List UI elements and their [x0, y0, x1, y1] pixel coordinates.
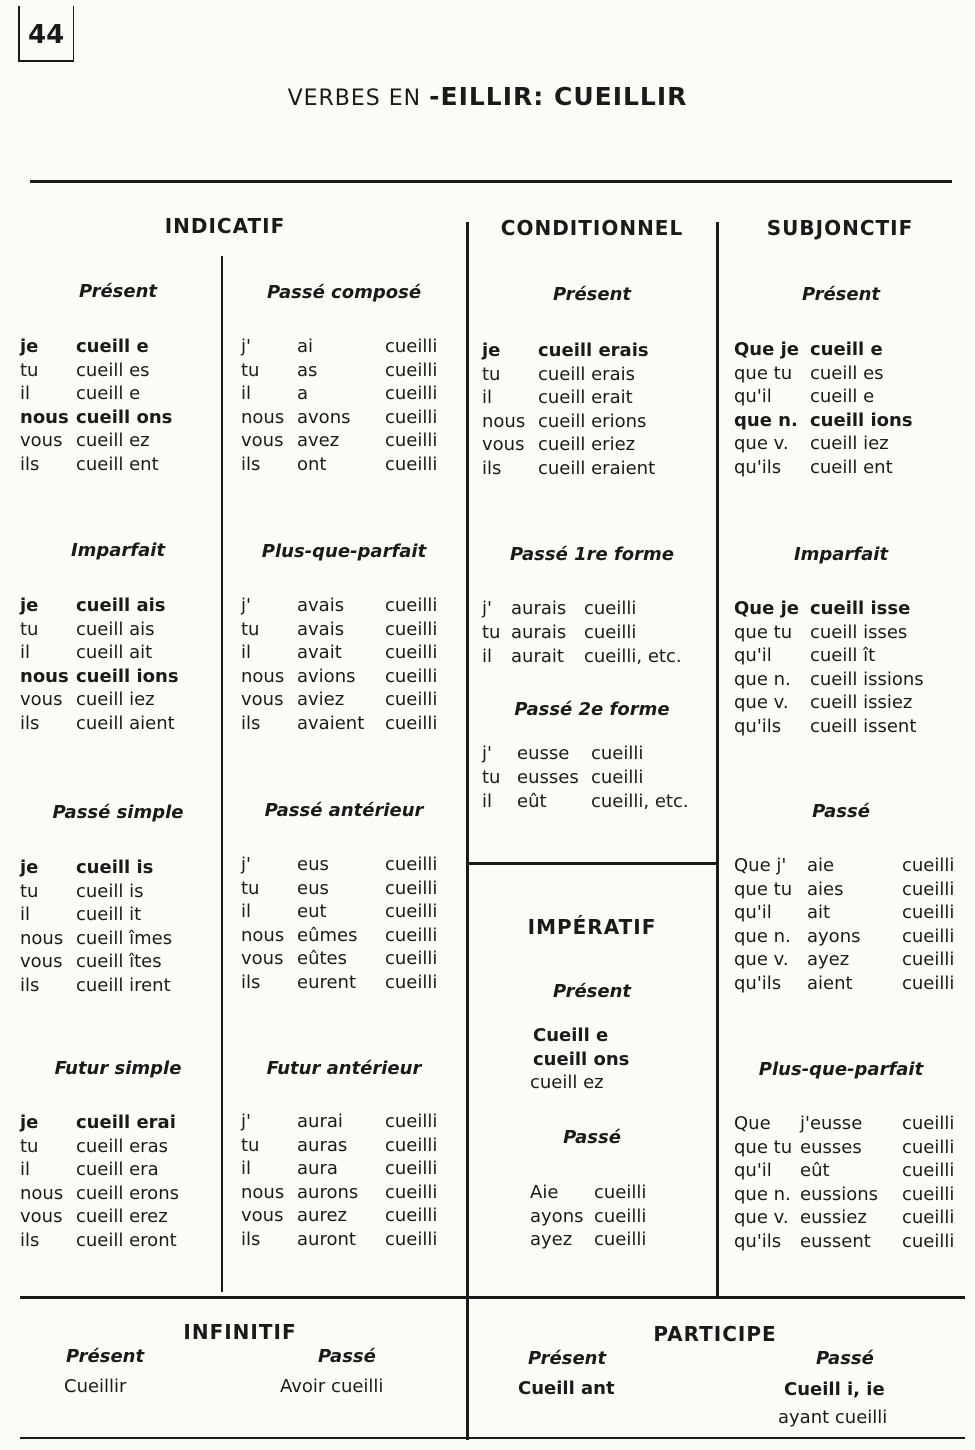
- top-rule: [30, 180, 952, 183]
- auxiliary: eus: [297, 877, 329, 899]
- pronoun: il: [241, 1158, 252, 1180]
- imperatif-present-title: Présent: [552, 981, 632, 1002]
- verb-form: cueill irent: [76, 974, 171, 996]
- auxiliary: eûmes: [297, 924, 358, 946]
- subjonctif-imparfait-title: Imparfait: [793, 544, 889, 565]
- pronoun: que v.: [734, 1207, 789, 1229]
- participle: cueilli: [385, 971, 438, 993]
- participle: cueilli: [584, 598, 637, 619]
- auxiliary: eût: [800, 1160, 830, 1182]
- participle: cueilli: [385, 642, 438, 664]
- auxiliary: ayons: [807, 925, 861, 947]
- verb-form: cueill e: [76, 336, 149, 357]
- pronoun: qu'ils: [734, 972, 782, 994]
- pronoun: qu'ils: [734, 456, 782, 478]
- pronoun: tu: [241, 618, 260, 640]
- participle: cueilli: [385, 1134, 438, 1156]
- pronoun: vous: [20, 951, 63, 973]
- pronoun: Que: [734, 1113, 771, 1134]
- pronoun: vous: [20, 430, 63, 452]
- auxiliary: aurez: [297, 1205, 347, 1227]
- participle: cueilli, etc.: [584, 646, 682, 667]
- pronoun: vous: [241, 430, 284, 452]
- verb-form: cueill ions: [76, 665, 179, 687]
- participle: cueilli: [902, 1113, 955, 1134]
- verb-form: cueill ent: [810, 456, 893, 478]
- verb-form: cueill aient: [76, 712, 175, 734]
- form: cueill ons: [533, 1048, 630, 1070]
- pronoun: vous: [241, 948, 284, 970]
- verb-form: cueill ent: [76, 453, 159, 475]
- auxiliary: avaient: [297, 712, 365, 734]
- auxiliary: eut: [297, 901, 327, 923]
- pronoun: vous: [20, 1206, 63, 1228]
- participle: cueilli: [902, 972, 955, 994]
- pronoun: que n.: [734, 925, 791, 947]
- participle: cueilli: [385, 1228, 438, 1250]
- imperatif-rule: [468, 862, 718, 865]
- pronoun: ils: [20, 1229, 40, 1251]
- pronoun: que v.: [734, 949, 789, 971]
- pronoun: tu: [482, 767, 501, 788]
- pronoun: tu: [482, 363, 501, 385]
- pronoun: tu: [20, 359, 39, 381]
- verb-form: cueill is: [76, 880, 144, 902]
- auxiliary: eus: [297, 854, 329, 875]
- pronoun: nous: [20, 665, 69, 687]
- auxiliary: eût: [517, 791, 547, 812]
- pronoun: qu'ils: [734, 715, 782, 737]
- bottom-section-rule: [20, 1296, 965, 1299]
- participle: cueilli: [385, 359, 438, 381]
- indicatif-passe-simple-title: Passé simple: [52, 802, 184, 823]
- verb-form: cueill erions: [538, 410, 647, 432]
- auxiliary: j'eusse: [800, 1113, 863, 1134]
- pronoun: il: [482, 387, 493, 409]
- participle: cueilli: [385, 336, 438, 357]
- participle: cueilli, etc.: [591, 791, 689, 812]
- pronoun: qu'il: [734, 1160, 772, 1182]
- pronoun: j': [241, 595, 251, 616]
- auxiliary: ait: [807, 902, 831, 924]
- pronoun: Que je: [734, 598, 799, 619]
- indicatif-imparfait-title: Imparfait: [70, 540, 166, 561]
- pronoun: que tu: [734, 878, 793, 900]
- participle: cueilli: [385, 924, 438, 946]
- pronoun: vous: [482, 434, 525, 456]
- verb-form: cueilli: [594, 1182, 647, 1203]
- pronoun: il: [482, 791, 493, 812]
- pronoun: ils: [241, 453, 261, 475]
- verb-form: cueill issions: [810, 668, 924, 690]
- pronoun: Que je: [734, 339, 799, 360]
- indicatif-futur-anterieur-title: Futur antérieur: [266, 1058, 422, 1079]
- auxiliary: avons: [297, 406, 351, 428]
- pronoun: nous: [241, 406, 285, 428]
- pronoun: nous: [20, 1182, 64, 1204]
- auxiliary: ai: [297, 336, 314, 357]
- auxiliary: eusses: [517, 767, 579, 788]
- participe-passe: Cueill i, ie: [784, 1379, 885, 1400]
- indicatif-plus-que-parfait-title: Plus-que-parfait: [261, 541, 427, 562]
- pronoun: tu: [20, 618, 39, 640]
- participle: cueilli: [385, 689, 438, 711]
- auxiliary: a: [297, 383, 309, 405]
- verb-form: cueill erait: [538, 387, 633, 409]
- pronoun: ils: [20, 453, 40, 475]
- pronoun: tu: [241, 877, 260, 899]
- pronoun: j': [241, 336, 251, 357]
- imperatif-passe-title: Passé: [563, 1127, 621, 1148]
- auxiliary: eussent: [800, 1230, 871, 1252]
- participle: cueilli: [902, 1183, 955, 1205]
- title-verb: -EILLIR: CUEILLIR: [429, 82, 688, 111]
- page-title: [0, 82, 975, 111]
- pronoun: il: [482, 646, 493, 667]
- indicatif-present-title: Présent: [78, 281, 158, 302]
- auxiliary: aura: [297, 1158, 338, 1180]
- auxiliary: avez: [297, 430, 340, 452]
- participle: cueilli: [385, 430, 438, 452]
- participle: cueilli: [591, 767, 644, 788]
- verb-form: cueill erais: [538, 340, 649, 361]
- participle: cueilli: [902, 1230, 955, 1252]
- participle: cueilli: [591, 743, 644, 764]
- subjonctif-passe-title: Passé: [812, 801, 870, 822]
- participle: cueilli: [385, 712, 438, 734]
- auxiliary: eussions: [800, 1183, 879, 1205]
- infinitif-passe-label: Passé: [318, 1346, 376, 1367]
- infinitif-present: Cueillir: [64, 1376, 127, 1397]
- verb-form: cueill eras: [76, 1135, 168, 1157]
- auxiliary: aurais: [511, 598, 567, 619]
- auxiliary: aviez: [297, 689, 345, 711]
- auxiliary: as: [297, 359, 318, 381]
- auxiliary: aie: [807, 855, 835, 876]
- conditionnel-passe1-title: Passé 1re forme: [509, 544, 674, 565]
- pronoun: je: [20, 857, 39, 878]
- verb-form: cueill eraient: [538, 457, 656, 479]
- pronoun: tu: [20, 880, 39, 902]
- pronoun: j': [482, 598, 492, 619]
- auxiliary: aurons: [297, 1181, 359, 1203]
- indicatif-passe-compose-title: Passé composé: [266, 282, 422, 303]
- participle: cueilli: [902, 878, 955, 900]
- pronoun: ils: [241, 712, 261, 734]
- verb-form: cueill it: [76, 904, 142, 926]
- pronoun: qu'il: [734, 902, 772, 924]
- participle: cueilli: [902, 902, 955, 924]
- pronoun: tu: [241, 359, 260, 381]
- pronoun: que v.: [734, 433, 789, 455]
- pronoun: vous: [241, 689, 284, 711]
- pronoun: j': [241, 1111, 251, 1132]
- verb-form: cueill ez: [76, 430, 150, 452]
- verb-form: cueill îmes: [76, 927, 173, 949]
- page-number: 44: [18, 6, 74, 62]
- verb-form: cueill ais: [76, 595, 166, 616]
- pronoun: vous: [20, 689, 63, 711]
- pronoun: je: [482, 340, 501, 361]
- pronoun: Aie: [530, 1182, 559, 1203]
- section-indicatif: INDICATIF: [164, 214, 286, 238]
- auxiliary: aient: [807, 972, 853, 994]
- title-prefix: VERBES EN: [287, 86, 430, 111]
- pronoun: je: [20, 336, 39, 357]
- verb-form: cueill isse: [810, 598, 911, 619]
- auxiliary: auront: [297, 1228, 356, 1250]
- conditionnel-present-title: Présent: [552, 284, 632, 305]
- pronoun: ils: [482, 457, 502, 479]
- participle: cueilli: [902, 949, 955, 971]
- verb-form: cueill e: [76, 383, 141, 405]
- pronoun: Que j': [734, 855, 787, 876]
- verb-form: cueill ait: [76, 642, 153, 664]
- participle: cueilli: [385, 877, 438, 899]
- auxiliary: aurait: [511, 646, 564, 667]
- participe-present-label: Présent: [528, 1348, 607, 1369]
- pronoun: que tu: [734, 621, 793, 643]
- pronoun: qu'il: [734, 645, 772, 667]
- auxiliary: eussiez: [800, 1207, 867, 1229]
- verb-form: cueill ît: [810, 645, 876, 667]
- participle: cueilli: [385, 406, 438, 428]
- subjonctif-plus-que-parfait-title: Plus-que-parfait: [758, 1059, 924, 1080]
- pronoun: je: [20, 595, 39, 616]
- verb-form: cueill erais: [538, 363, 635, 385]
- verb-form: cueill is: [76, 857, 154, 878]
- section-conditionnel: CONDITIONNEL: [500, 216, 684, 240]
- pronoun: que n.: [734, 409, 798, 431]
- auxiliary: aurais: [511, 622, 567, 643]
- auxiliary: eusse: [517, 743, 570, 764]
- pronoun: il: [241, 383, 252, 405]
- pronoun: il: [20, 383, 31, 405]
- verb-form: cueill ons: [76, 406, 173, 428]
- pronoun: ayez: [530, 1229, 573, 1251]
- section-subjonctif: SUBJONCTIF: [766, 216, 914, 240]
- pronoun: ils: [20, 712, 40, 734]
- conditionnel-left-rule: [466, 222, 469, 1440]
- participle: cueilli: [385, 383, 438, 405]
- participle: cueilli: [902, 855, 955, 876]
- pronoun: nous: [241, 1181, 285, 1203]
- participle: cueilli: [385, 595, 438, 616]
- pronoun: il: [20, 642, 31, 664]
- participle: cueilli: [902, 925, 955, 947]
- auxiliary: eûtes: [297, 948, 347, 970]
- participle: cueilli: [385, 1158, 438, 1180]
- auxiliary: avais: [297, 618, 345, 640]
- pronoun: que tu: [734, 362, 793, 384]
- participle: cueilli: [385, 1111, 438, 1132]
- participle: cueilli: [584, 622, 637, 643]
- indicatif-divider: [221, 256, 223, 1292]
- participle: cueilli: [385, 948, 438, 970]
- verb-form: cueill issiez: [810, 692, 913, 714]
- section-infinitif: INFINITIF: [183, 1320, 297, 1344]
- auxiliary: avions: [297, 665, 356, 687]
- pronoun: il: [20, 904, 31, 926]
- pronoun: ils: [20, 974, 40, 996]
- infinitif-passe: Avoir cueilli: [280, 1376, 384, 1397]
- participle: cueilli: [385, 901, 438, 923]
- pronoun: il: [241, 642, 252, 664]
- pronoun: qu'ils: [734, 1230, 782, 1252]
- auxiliary: aies: [807, 878, 844, 900]
- pronoun: que n.: [734, 1183, 791, 1205]
- participle: cueilli: [385, 618, 438, 640]
- pronoun: que n.: [734, 668, 791, 690]
- verb-form: cueill era: [76, 1159, 159, 1181]
- indicatif-futur-simple-title: Futur simple: [54, 1058, 182, 1079]
- verb-form: cueill erai: [76, 1112, 176, 1133]
- participle: cueilli: [902, 1160, 955, 1182]
- verb-form: cueill issent: [810, 715, 917, 737]
- pronoun: nous: [241, 924, 285, 946]
- pronoun: il: [20, 1159, 31, 1181]
- participe-passe-label: Passé: [816, 1348, 874, 1369]
- participle: cueilli: [385, 1205, 438, 1227]
- auxiliary: ont: [297, 453, 327, 475]
- verb-form: cueill es: [810, 362, 884, 384]
- form: Cueill e: [533, 1025, 609, 1046]
- verb-form: cueill es: [76, 359, 150, 381]
- pronoun: nous: [482, 410, 526, 432]
- pronoun: nous: [20, 927, 64, 949]
- verb-form: cueill iez: [76, 689, 155, 711]
- verb-form: cueill eront: [76, 1229, 177, 1251]
- conditionnel-passe2-title: Passé 2e forme: [514, 699, 670, 720]
- participle: cueilli: [385, 854, 438, 875]
- verb-form: cueill erez: [76, 1206, 168, 1228]
- auxiliary: eurent: [297, 971, 357, 993]
- auxiliary: avait: [297, 642, 342, 664]
- participle: cueilli: [902, 1136, 955, 1158]
- verb-form: cueill isses: [810, 621, 908, 643]
- footer-rule: [20, 1437, 965, 1439]
- auxiliary: aurai: [297, 1111, 343, 1132]
- verb-form: cueill iez: [810, 433, 889, 455]
- infinitif-present-label: Présent: [66, 1346, 145, 1367]
- pronoun: ils: [241, 1228, 261, 1250]
- verb-form: cueilli: [594, 1205, 647, 1227]
- conditionnel-right-rule: [716, 222, 719, 1296]
- indicatif-passe-anterieur-title: Passé antérieur: [264, 800, 424, 821]
- participle: cueilli: [385, 665, 438, 687]
- verb-form: cueill erons: [76, 1182, 179, 1204]
- auxiliary: avais: [297, 595, 345, 616]
- pronoun: il: [241, 901, 252, 923]
- verb-form: cueilli: [594, 1229, 647, 1251]
- verb-form: cueill eriez: [538, 434, 636, 456]
- verb-form: cueill îtes: [76, 951, 162, 973]
- pronoun: j': [241, 854, 251, 875]
- pronoun: ayons: [530, 1205, 584, 1227]
- participe-passe-2: ayant cueilli: [778, 1407, 888, 1428]
- pronoun: qu'il: [734, 386, 772, 408]
- pronoun: vous: [241, 1205, 284, 1227]
- verb-form: cueill e: [810, 386, 875, 408]
- verb-form: cueill ions: [810, 409, 913, 431]
- participle: cueilli: [385, 453, 438, 475]
- pronoun: tu: [482, 622, 501, 643]
- pronoun: que v.: [734, 692, 789, 714]
- participe-present: Cueill ant: [518, 1378, 615, 1399]
- pronoun: que tu: [734, 1136, 793, 1158]
- pronoun: j': [482, 743, 492, 764]
- subjonctif-present-title: Présent: [801, 284, 881, 305]
- pronoun: nous: [20, 406, 69, 428]
- participle: cueilli: [385, 1181, 438, 1203]
- pronoun: tu: [20, 1135, 39, 1157]
- verb-form: cueill ais: [76, 618, 155, 640]
- section-imperatif: IMPÉRATIF: [527, 915, 657, 939]
- section-participe: PARTICIPE: [653, 1322, 777, 1346]
- verb-form: cueill e: [810, 339, 883, 360]
- auxiliary: auras: [297, 1134, 348, 1156]
- auxiliary: eusses: [800, 1136, 862, 1158]
- form: cueill ez: [530, 1072, 604, 1094]
- auxiliary: ayez: [807, 949, 850, 971]
- participle: cueilli: [902, 1207, 955, 1229]
- pronoun: je: [20, 1112, 39, 1133]
- pronoun: ils: [241, 971, 261, 993]
- pronoun: tu: [241, 1134, 260, 1156]
- pronoun: nous: [241, 665, 285, 687]
